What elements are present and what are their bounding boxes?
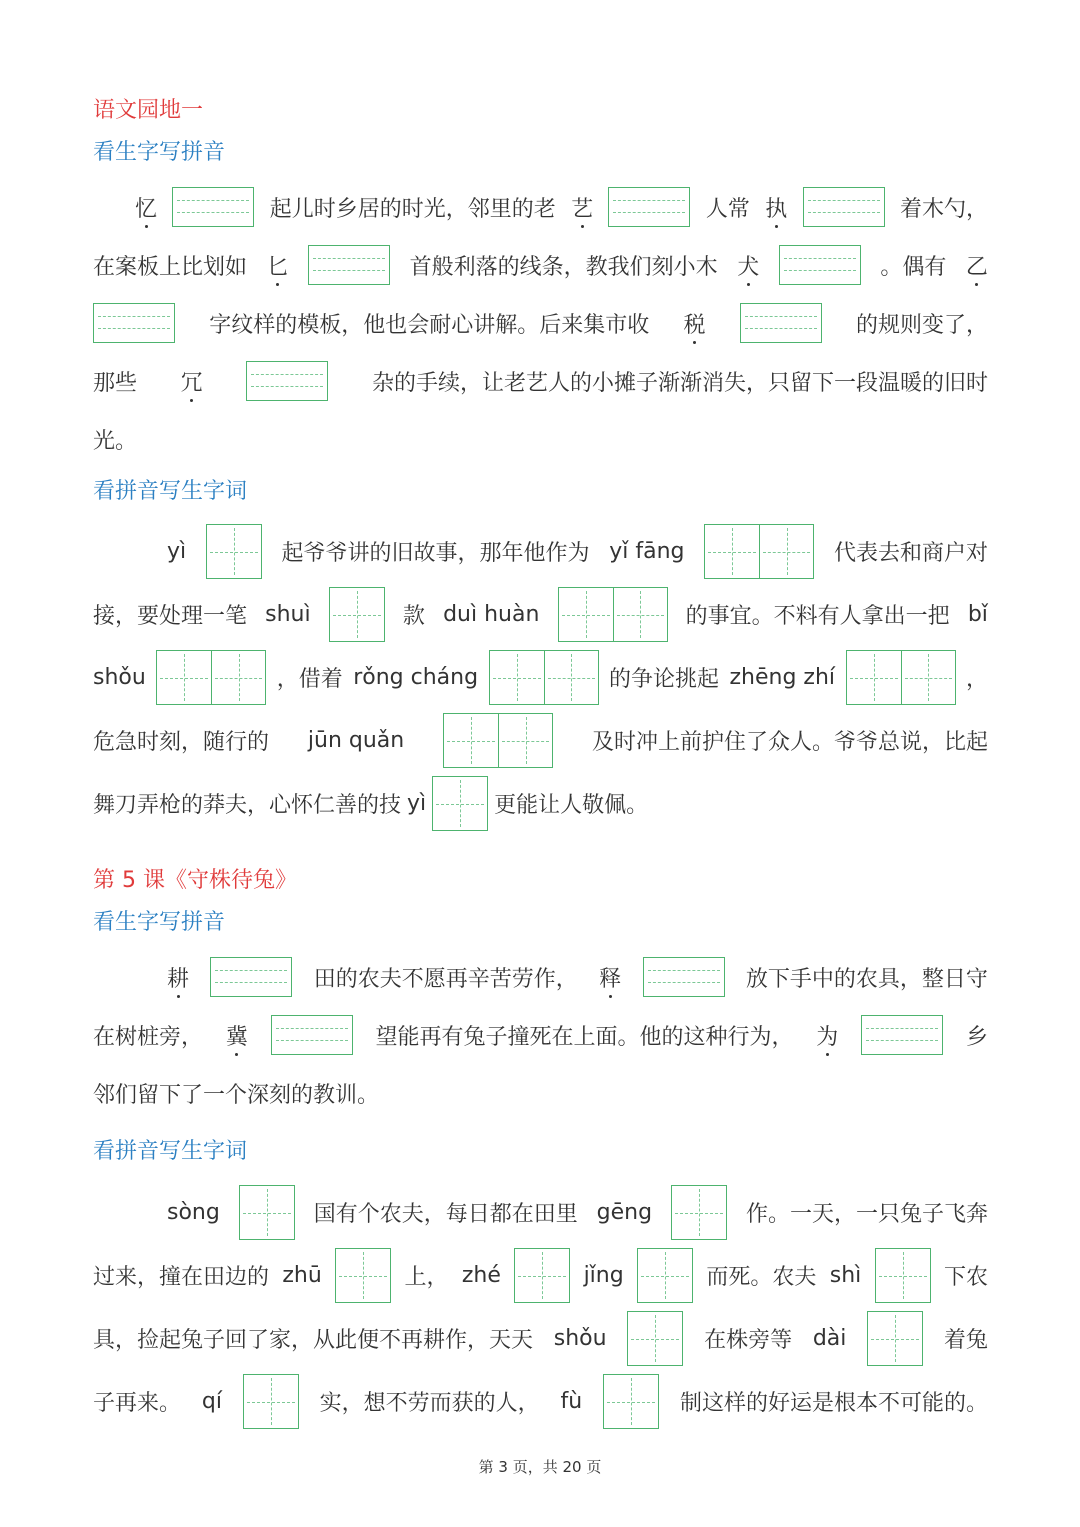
pinyin-prompt: jūn quǎn [307,728,405,753]
text-segment: 作。一天，一只兔子飞奔 [745,1202,988,1227]
char-grid-box[interactable] [671,1185,727,1240]
pinyin-answer-box[interactable] [643,957,725,997]
exercise-line [93,236,988,294]
pinyin-answer-box[interactable] [246,361,328,401]
char-grid-box[interactable] [603,1374,659,1429]
pinyin-answer-box[interactable] [271,1015,353,1055]
text-segment: 邻们留下了一个深刻的教训。 [93,1082,380,1108]
text-segment: 起爷爷讲的旧故事，那年他作为 [281,541,590,566]
char-grid-box[interactable] [432,776,488,831]
char-grid-box[interactable] [846,650,956,705]
text-segment: 更能让人敬佩。 [494,793,649,818]
target-char: 匕 [267,250,289,281]
target-char: 为 [816,1020,838,1051]
text-segment: 而死。农夫 [706,1265,817,1290]
section-title-1: 语文园地一 [93,98,204,123]
exercise-line [93,583,988,646]
page-number-footer: 第 3 页，共 20 页 [478,1458,602,1476]
text-segment: 。偶有 [880,254,947,280]
pinyin-answer-box[interactable] [93,303,175,343]
pinyin-prompt: sòng [167,1200,220,1225]
pinyin-prompt: bǐ [967,602,988,627]
char-grid-box[interactable] [489,650,599,705]
exercise-line [93,948,988,1006]
pinyin-prompt: zhū [282,1263,322,1288]
char-grid-box[interactable] [867,1311,923,1366]
text-segment: 光。 [93,428,138,454]
char-grid-box[interactable] [335,1248,391,1303]
text-segment: ，借着 [276,667,343,692]
pinyin-answer-box[interactable] [608,187,690,227]
text-segment: 在株旁等 [704,1328,793,1353]
pinyin-prompt: duì huàn [443,602,540,627]
text-segment: 字纹样的模板，他也会耐心讲解。后来集市收 [209,312,650,338]
target-char: 冀 [226,1020,248,1051]
exercise-pinyin-to-char-1 [93,520,988,835]
text-segment: 舞刀弄枪的莽夫，心怀仁善的技 [93,793,402,818]
text-segment: ， [965,667,988,692]
pinyin-prompt: gēng [596,1200,653,1225]
pinyin-answer-box[interactable] [779,245,861,285]
text-segment: 着兔 [943,1328,988,1353]
text-segment: 乡 [965,1024,988,1050]
text-segment: 起儿时乡居的时光，邻里的老 [269,196,556,222]
pinyin-prompt: zhēng zhí [729,665,836,690]
pinyin-answer-box[interactable] [803,187,885,227]
target-char: 执 [765,192,787,223]
text-segment: 代表去和商户对 [833,541,988,566]
pinyin-prompt: rǒng cháng [353,665,479,690]
pinyin-answer-box[interactable] [210,957,292,997]
text-segment: 国有个农夫，每日都在田里 [313,1202,578,1227]
char-grid-box[interactable] [206,524,262,579]
text-segment: 田的农夫不愿再辛苦劳作， [313,966,578,992]
exercise-line [93,520,988,583]
text-segment: 人常 [705,196,750,222]
exercise-pinyin-to-char-2 [93,1181,988,1433]
text-segment: 接，要处理一笔 [93,604,248,629]
heading-look-pinyin-write-chars-1: 看拼音写生字词 [93,479,248,504]
heading-look-char-write-pinyin-2: 看生字写拼音 [93,910,226,935]
exercise-line [93,294,988,352]
exercise-line [93,1064,988,1122]
exercise-line [93,178,988,236]
pinyin-prompt: yì [407,791,427,816]
char-grid-box[interactable] [329,587,385,642]
char-grid-box[interactable] [875,1248,931,1303]
text-segment: 危急时刻，随行的 [93,730,270,755]
text-segment: 具，捡起兔子回了家，从此便不再耕作，天天 [93,1328,534,1353]
text-segment: 的争论挑起 [609,667,720,692]
exercise-line [93,352,988,410]
char-grid-box[interactable] [637,1248,693,1303]
char-grid-box[interactable] [239,1185,295,1240]
text-segment: 在树桩旁， [93,1024,204,1050]
pinyin-answer-box[interactable] [172,187,254,227]
exercise-line [93,410,988,468]
text-segment: 着木勺， [899,196,988,222]
text-segment: 在案板上比划如 [93,254,248,280]
exercise-line [93,772,988,835]
text-segment: 首般利落的线条，教我们刻小木 [409,254,718,280]
exercise-line [93,1370,988,1433]
text-segment: 放下手中的农具，整日守 [745,966,988,992]
heading-look-pinyin-write-chars-2: 看拼音写生字词 [93,1139,248,1164]
text-segment: 款 [402,604,425,629]
exercise-char-to-pinyin-2 [93,948,988,1122]
target-char: 犬 [737,250,759,281]
char-grid-box[interactable] [514,1248,570,1303]
exercise-line [93,1244,988,1307]
pinyin-prompt: dài [812,1326,847,1351]
section-title-2: 第 5 课《守株待兔》 [93,868,297,893]
char-grid-box[interactable] [156,650,266,705]
text-segment: 杂的手续，让老艺人的小摊子渐渐消失，只留下一段温暖的旧时 [371,370,988,396]
char-grid-box[interactable] [243,1374,299,1429]
exercise-line [93,646,988,709]
exercise-line [93,1006,988,1064]
pinyin-prompt: zhé [461,1263,501,1288]
text-segment: 的事宜。不料有人拿出一把 [685,604,950,629]
text-segment: 那些 [93,370,138,396]
target-char: 艺 [571,192,593,223]
pinyin-prompt: qí [201,1389,222,1414]
pinyin-answer-box[interactable] [861,1015,943,1055]
char-grid-box[interactable] [704,524,814,579]
pinyin-prompt: yì [167,539,187,564]
text-segment: 的规则变了， [855,312,988,338]
text-segment: 望能再有兔子撞死在上面。他的这种行为， [375,1024,794,1050]
pinyin-prompt: fù [560,1389,583,1414]
exercise-line [93,709,988,772]
pinyin-prompt: shuì [265,602,311,627]
exercise-line [93,1307,988,1370]
target-char: 忆 [135,192,157,223]
exercise-line [93,1181,988,1244]
target-char: 税 [683,308,705,339]
char-grid-box[interactable] [558,587,668,642]
char-grid-box[interactable] [627,1311,683,1366]
text-segment: 上， [404,1265,449,1290]
pinyin-prompt: yǐ fāng [609,539,685,564]
pinyin-prompt: shì [829,1263,862,1288]
char-grid-box[interactable] [443,713,553,768]
text-segment: 子再来。 [93,1391,182,1416]
target-char: 耕 [167,962,189,993]
heading-look-char-write-pinyin-1: 看生字写拼音 [93,140,226,165]
pinyin-prompt: jǐng [583,1263,624,1288]
pinyin-prompt: shǒu [93,665,146,690]
text-segment: 及时冲上前护住了众人。爷爷总说，比起 [591,730,988,755]
text-segment: 过来，撞在田边的 [93,1265,270,1290]
exercise-char-to-pinyin-1 [93,178,988,468]
pinyin-prompt: shǒu [553,1326,607,1351]
target-char: 释 [599,962,621,993]
target-char: 乙 [966,250,988,281]
text-segment: 下农 [943,1265,988,1290]
target-char: 冗 [181,366,203,397]
pinyin-answer-box[interactable] [308,245,390,285]
text-segment: 制这样的好运是根本不可能的。 [679,1391,988,1416]
pinyin-answer-box[interactable] [740,303,822,343]
text-segment: 实，想不劳而获的人， [319,1391,540,1416]
